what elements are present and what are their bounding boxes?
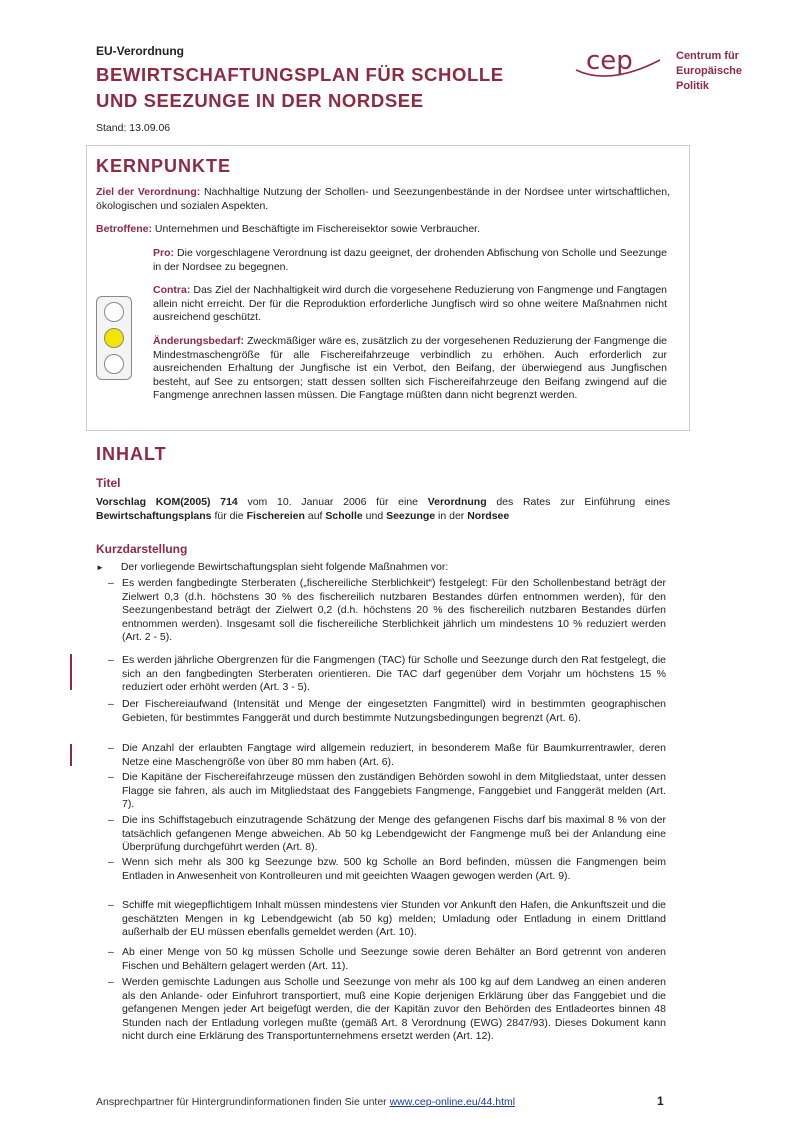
pro-paragraph	[153, 247, 667, 274]
list-item-text: Wenn sich mehr als 300 kg Seezunge bzw. 500 kg Scholle an Bord befinden, müssen die Fangmengen beim Entladen in Anwesenheit von Kontrolleuren und mit geeichten Waagen gewogen werden (Art. 9).	[122, 856, 666, 882]
org-line-2: Europäische	[676, 65, 743, 77]
list-item	[108, 976, 666, 1044]
list-item-text: Der Fischereiaufwand (Intensität und Menge der eingesetzten Fangmittel) wird in bestimmten geographischen Gebieten, für bestimmtes Fanggerät und durch bestimmte Nutzungsbedingungen begrenzt (Art. 6).	[122, 698, 666, 724]
objective-label: Ziel der Verordnung:	[96, 186, 201, 198]
title-text-part: Verordnung	[427, 496, 487, 508]
traffic-light-middle-lamp	[104, 328, 124, 348]
document-type: EU-Verordnung	[96, 44, 185, 58]
list-item	[108, 577, 666, 645]
list-item	[108, 698, 666, 725]
dash-bullet: –	[108, 654, 114, 666]
page-number: 1	[657, 1094, 664, 1108]
list-item	[108, 654, 666, 695]
org-line-1: Centrum für	[676, 50, 739, 62]
footer-text	[96, 1096, 515, 1108]
title-text-part: Fischereien	[246, 509, 305, 522]
pro-text: Die vorgeschlagene Verordnung ist dazu geeignet, der drohenden Abfischung von Scholle und Seezunge in der Nordsee zu begegnen.	[153, 247, 667, 273]
title-text-part: Nordsee	[467, 509, 510, 522]
cep-logo	[570, 40, 666, 86]
dash-bullet: –	[108, 742, 114, 754]
title-text-part: Seezunge	[386, 509, 436, 522]
list-item	[108, 771, 666, 812]
affected-text: Unternehmen und Beschäftigte im Fischereisektor sowie Verbraucher.	[152, 223, 481, 235]
dash-bullet: –	[108, 698, 114, 710]
title-text-part: in der	[435, 509, 468, 522]
content-heading: INHALT	[96, 444, 167, 464]
list-item	[108, 814, 666, 855]
logo-wordmark: cep	[586, 46, 633, 76]
traffic-light-icon	[96, 296, 132, 380]
dash-bullet: –	[108, 814, 114, 826]
title-line-1: BEWIRTSCHAFTUNGSPLAN FÜR SCHOLLE	[96, 64, 504, 85]
list-item	[108, 856, 666, 883]
change-text: Zweckmäßiger wäre es, zusätzlich zu der vorgesehenen Reduzierung der Fangmenge die Mindestmaschengröße für alle Fischereifahrzeuge verbindlich zu erhöhen. Auch erforderlich zur ausreichenden Erhaltung der Jungfische ist ein Verbot, den Beifang, der überwiegend aus Jungfischen besteht, auf See zu entsorgen; statt dessen sollten sich Fischereifahrzeuge den Beifang zwingend auf die Fangmenge anrechnen lassen müssen. Die Fangtage müßten dann nicht begrenzt werden.	[153, 335, 667, 401]
list-item-text: Ab einer Menge von 50 kg müssen Scholle und Seezunge sowie deren Behälter an Bord getrennt von anderen Fischen und Behältern gelagert werden (Art. 11).	[122, 946, 666, 972]
change-paragraph	[153, 335, 667, 403]
title-text-part: Scholle	[325, 509, 363, 522]
document-title	[96, 62, 566, 114]
org-line-3: Politik	[676, 80, 710, 92]
title-text-part: vom 10. Januar 2006 für eine	[237, 496, 428, 508]
summary-subheading: Kurzdarstellung	[96, 542, 188, 556]
revision-bar	[70, 654, 72, 690]
arrow-bullet-icon: ►	[96, 563, 104, 572]
objective-paragraph	[96, 186, 670, 213]
title-text-part: des Rates zur Einführung eines	[486, 496, 670, 508]
title-subheading: Titel	[96, 476, 121, 490]
summary-intro	[96, 561, 666, 575]
list-item	[108, 742, 666, 769]
dash-bullet: –	[108, 976, 114, 988]
dash-bullet: –	[108, 771, 114, 783]
organization-name	[676, 49, 742, 94]
list-item	[108, 899, 666, 940]
title-text-part: Bewirtschaftungsplans	[96, 509, 212, 522]
change-label: Änderungsbedarf:	[153, 335, 245, 347]
title-text-part: Vorschlag KOM(2005) 714	[96, 496, 238, 508]
list-item-text: Schiffe mit wiegepflichtigem Inhalt müssen mindestens vier Stunden vor Ankunft den Hafen, die Ankunftszeit und die geschätzten Mengen in kg Lebendgewicht (ab 50 kg) melden; Umladung oder Entladung in einem Drittland außerhalb der EU müssen ebenfalls gemeldet werden (Art. 10).	[122, 899, 666, 938]
title-text-part: für die	[211, 509, 247, 522]
dash-bullet: –	[108, 946, 114, 958]
footer-link[interactable]: www.cep-online.eu/44.html	[389, 1096, 516, 1108]
pro-label: Pro:	[153, 247, 174, 259]
title-text-part: und	[362, 509, 387, 522]
traffic-light-top-lamp	[104, 302, 124, 322]
summary-intro-text: Der vorliegende Bewirtschaftungsplan sieht folgende Maßnahmen vor:	[120, 561, 449, 573]
list-item	[108, 946, 666, 973]
title-text-part: auf	[304, 509, 326, 522]
list-item-text: Werden gemischte Ladungen aus Scholle und Seezunge von mehr als 100 kg auf dem Landweg an einen anderen als den Anlande- oder Einfuhrort transportiert, muß eine Kopie derjenigen Erklärung über das Fanggebiet und die gefangenen Mengen jeder Art beigefügt werden, die der Kapitän zuvor den Behörden des Entladeortes binnen 48 Stunden nach der Entladung vorlegen mußte (gemäß Art. 8 Verordnung (EWG) 2847/93). Dieses Dokument kann nicht durch eine Erklärung des Transportunternehmens ersetzt werden (Art. 12).	[122, 976, 666, 1042]
list-item-text: Es werden jährliche Obergrenzen für die Fangmengen (TAC) für Scholle und Seezunge durch den Rat festgelegt, die sich an den fangbedingten Sterberaten orientieren. Die TAC darf gegenüber dem Vorjahr um höchstens 15 % reduziert oder erhöht werden (Art. 3 - 5).	[122, 654, 666, 693]
list-item-text: Die Anzahl der erlaubten Fangtage wird allgemein reduziert, in besonderem Maße für Baumkurrentrawler, deren Netze eine Maschengröße von über 80 mm haben (Art. 6).	[122, 742, 666, 768]
dash-bullet: –	[108, 899, 114, 911]
footer-label: Ansprechpartner für Hintergrundinformationen finden Sie unter	[96, 1096, 390, 1108]
document-date: Stand: 13.09.06	[96, 122, 171, 134]
contra-text: Das Ziel der Nachhaltigkeit wird durch die vorgesehene Reduzierung von Fangmenge und Fangtagen allein nicht erreicht. Der für die Reproduktion erforderliche Jungfisch wird so ohne weitere Maßnahmen nicht ausreichend geschützt.	[153, 284, 667, 323]
contra-label: Contra:	[153, 284, 191, 296]
list-item-text: Die ins Schiffstagebuch einzutragende Schätzung der Menge des gefangenen Fischs darf bis maximal 8 % von der tatsächlich gefangenen Menge abweichen. Ab 50 kg Lebendgewicht der Fangmenge muß bei der Anlandung eine Überprüfung durchgeführt werden (Art. 8).	[122, 814, 666, 853]
dash-bullet: –	[108, 577, 114, 589]
title-text	[96, 496, 670, 523]
list-item-text: Es werden fangbedingte Sterberaten („fischereiliche Sterblichkeit“) festgelegt: Für den Schollenbestand beträgt der Zielwert 0,3 (d.h. höchstens 30 % des fischereilich nutzbaren Bestandes dürfen entnommen werden), für den Seezungenbestand beträgt der Zielwert 0,2 (d.h. höchstens 20 % des fischereilich nutzbaren Bestandes dürfen entnommen werden). Insgesamt soll die fischereiliche Sterblichkeit jährlich um mindestens 10 % reduziert werden (Art. 2 - 5).	[122, 577, 666, 643]
dash-bullet: –	[108, 856, 114, 868]
contra-paragraph	[153, 284, 667, 325]
affected-label: Betroffene:	[96, 223, 153, 235]
traffic-light-bottom-lamp	[104, 354, 124, 374]
list-item-text: Die Kapitäne der Fischereifahrzeuge müssen den zuständigen Behörden sowohl in dem Mitgliedstaat, unter dessen Flagge sie fahren, als auch im Mitgliedstaat des Fanggebiets Fangmenge, Fanggebiet und Fanggerät melden (Art. 7).	[122, 771, 666, 810]
revision-bar	[70, 744, 72, 766]
affected-paragraph	[96, 223, 670, 237]
objective-text: Nachhaltige Nutzung der Schollen- und Seezungenbestände in der Nordsee unter wirtschaftlichen, ökologischen und sozialen Aspekten.	[96, 186, 670, 212]
key-points-heading: KERNPUNKTE	[96, 156, 232, 176]
title-line-2: UND SEEZUNGE IN DER NORDSEE	[96, 90, 424, 111]
